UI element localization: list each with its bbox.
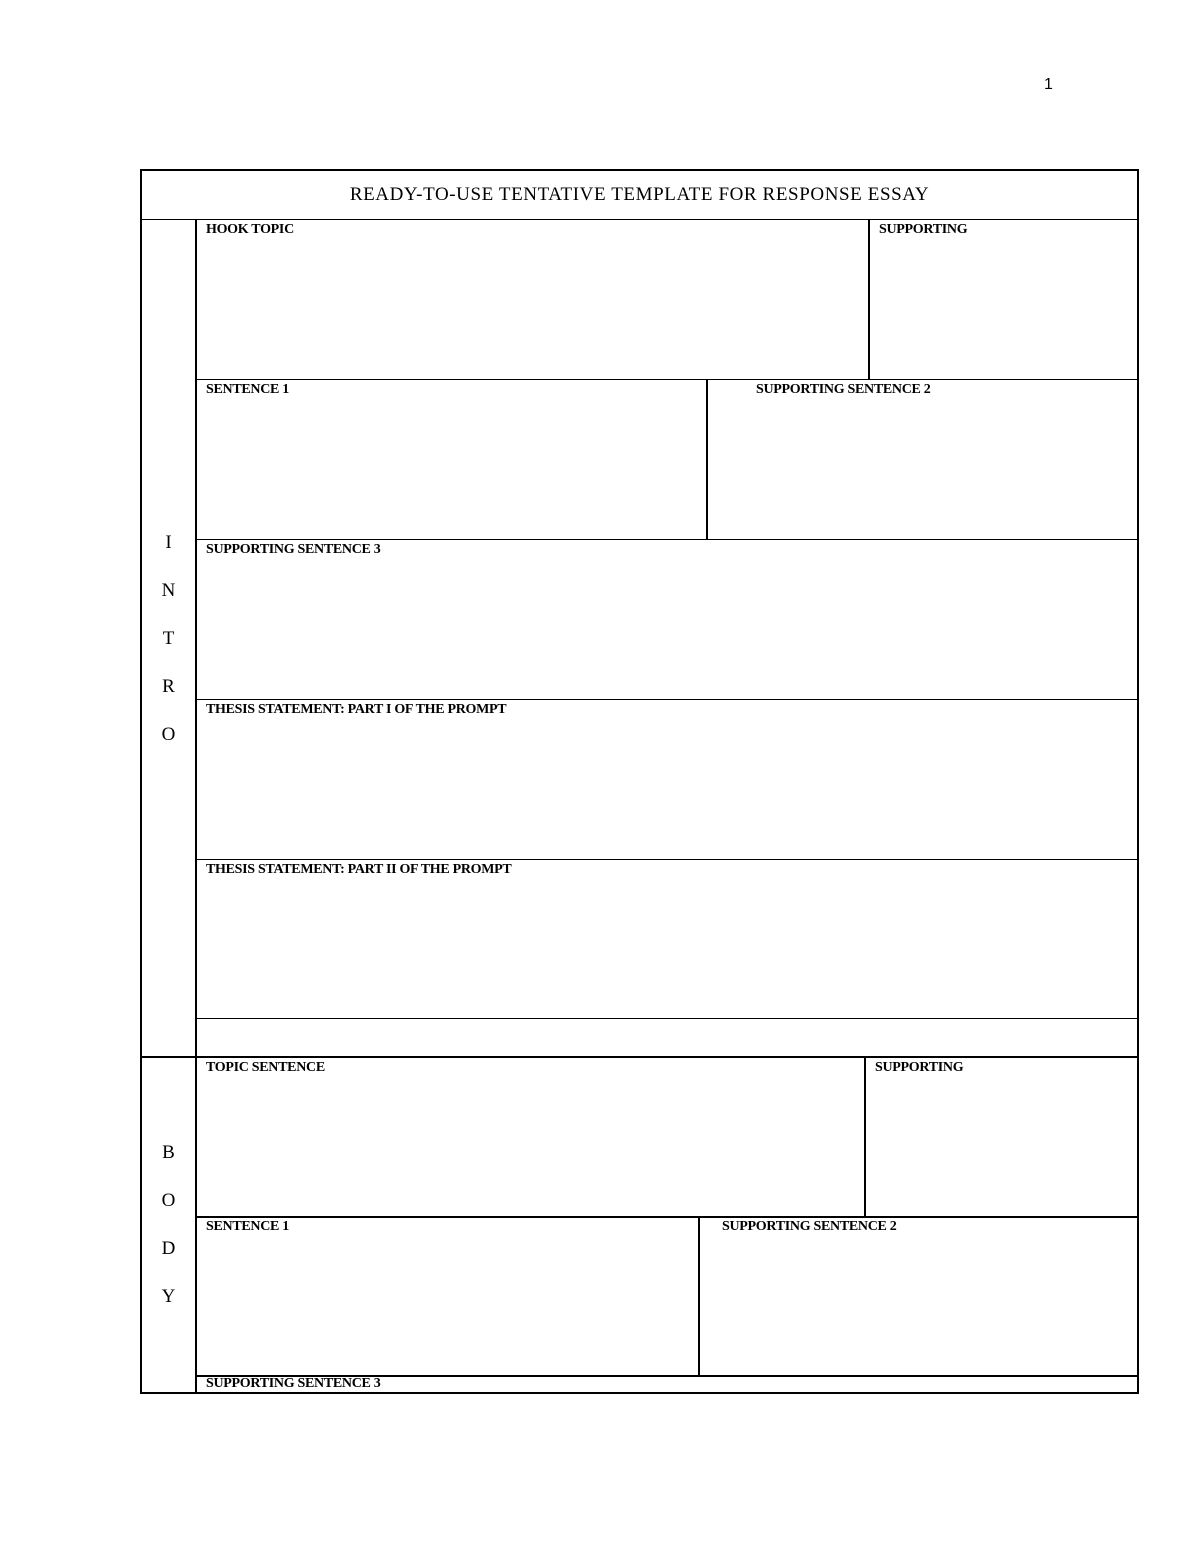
- body-supporting-label: SUPPORTING: [875, 1060, 964, 1075]
- supporting-sentence-3-label: SUPPORTING SENTENCE 3: [206, 542, 381, 557]
- body-supporting-sentence-2-label: SUPPORTING SENTENCE 2: [722, 1219, 897, 1234]
- template-table: [140, 169, 1139, 1394]
- sentence-1-cell[interactable]: [197, 379, 707, 539]
- intro-letter: N: [161, 579, 176, 601]
- body-supporting-cell[interactable]: [866, 1058, 1138, 1217]
- sentence-1-label: SENTENCE 1: [206, 382, 289, 397]
- thesis-part-2-cell[interactable]: [197, 859, 1138, 1019]
- page-number: 1: [1044, 76, 1053, 93]
- supporting-sentence-2-label: SUPPORTING SENTENCE 2: [756, 382, 931, 397]
- intro-letter: R: [162, 675, 175, 697]
- blank-row-cell[interactable]: [197, 1018, 1138, 1057]
- thesis-part-1-cell[interactable]: [197, 699, 1138, 859]
- hook-topic-cell[interactable]: [197, 220, 869, 380]
- topic-sentence-cell[interactable]: [197, 1058, 865, 1217]
- body-letter: B: [162, 1142, 175, 1163]
- page-title: READY-TO-USE TENTATIVE TEMPLATE FOR RESPONSE ESSAY: [142, 171, 1137, 220]
- intro-letter: T: [162, 627, 175, 649]
- body-side-label: [142, 1058, 197, 1392]
- hook-topic-label: HOOK TOPIC: [206, 222, 294, 237]
- body-supporting-sentence-3-label: SUPPORTING SENTENCE 3: [206, 1376, 381, 1391]
- intro-side-label: [142, 220, 197, 1057]
- supporting-cell[interactable]: [870, 220, 1138, 380]
- body-supporting-sentence-2-cell[interactable]: [700, 1217, 1138, 1376]
- intro-letter: I: [165, 531, 172, 553]
- body-letter: O: [161, 1190, 176, 1211]
- supporting-sentence-2-cell[interactable]: [708, 379, 1138, 539]
- body-supporting-sentence-3-cell[interactable]: [197, 1376, 1138, 1392]
- topic-sentence-label: TOPIC SENTENCE: [206, 1060, 325, 1075]
- body-letter: Y: [161, 1286, 176, 1307]
- intro-letter: O: [161, 723, 176, 745]
- supporting-sentence-3-cell[interactable]: [197, 539, 1138, 699]
- supporting-label: SUPPORTING: [879, 222, 968, 237]
- body-letter: D: [161, 1238, 176, 1259]
- body-sentence-1-label: SENTENCE 1: [206, 1219, 289, 1234]
- thesis-part-2-label: THESIS STATEMENT: PART II OF THE PROMPT: [206, 862, 512, 877]
- body-sentence-1-cell[interactable]: [197, 1217, 699, 1376]
- thesis-part-1-label: THESIS STATEMENT: PART I OF THE PROMPT: [206, 702, 507, 717]
